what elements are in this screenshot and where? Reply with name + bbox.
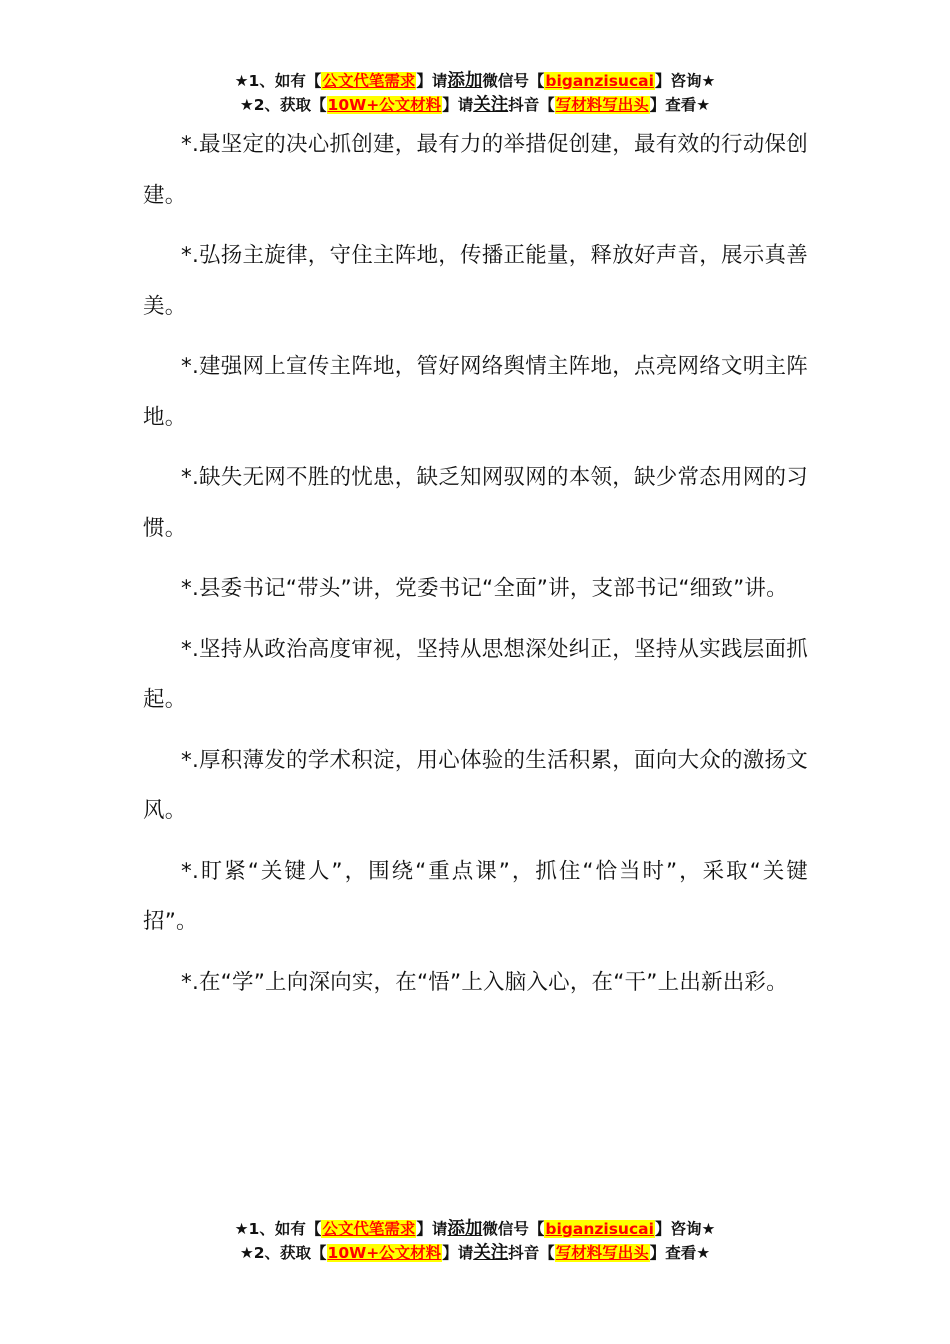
ad-text: ★2、获取【 [239, 1244, 327, 1262]
ad-highlight-service: 公文代笔需求 [322, 1220, 416, 1238]
ad-text: 抖音【 [508, 96, 555, 114]
footer-ad-banner [0, 1217, 950, 1265]
ad-text: 】咨询★ [654, 72, 716, 90]
paragraph: *.县委书记“带头”讲，党委书记“全面”讲，支部书记“细致”讲。 [181, 576, 788, 601]
document-body [143, 120, 808, 1018]
ad-text: 抖音【 [508, 1244, 555, 1262]
ad-highlight-service: 公文代笔需求 [322, 72, 416, 90]
ad-highlight-materials: 10W+公文材料 [327, 96, 442, 114]
paragraph: *.厚积薄发的学术积淀，用心体验的生活积累，面向大众的激扬文风。 [143, 747, 808, 823]
ad-highlight-douyin-id: 写材料写出头 [555, 1244, 649, 1262]
ad-text: 】查看★ [649, 96, 711, 114]
ad-text: 】查看★ [649, 1244, 711, 1262]
footer-ad-line-2 [0, 1241, 950, 1265]
ad-text: 】请 [442, 1244, 474, 1262]
paragraph: *.弘扬主旋律，守住主阵地，传播正能量，释放好声音，展示真善美。 [143, 243, 808, 319]
ad-text: 】请 [416, 72, 448, 90]
paragraph: *.坚持从政治高度审视，坚持从思想深处纠正，坚持从实践层面抓起。 [143, 636, 808, 712]
paragraph: *.建强网上宣传主阵地，管好网络舆情主阵地，点亮网络文明主阵地。 [143, 354, 808, 430]
ad-text: ★2、获取【 [239, 96, 327, 114]
ad-text: 微信号【 [482, 1220, 545, 1238]
header-ad-line-2 [0, 93, 950, 117]
ad-emphasis: 关注 [473, 1243, 509, 1263]
paragraph: *.缺失无网不胜的忧患，缺乏知网驭网的本领，缺少常态用网的习惯。 [143, 465, 808, 541]
ad-text: 】请 [416, 1220, 448, 1238]
header-ad-banner [0, 69, 950, 117]
paragraph: *.最坚定的决心抓创建，最有力的举措促创建，最有效的行动保创建。 [143, 132, 808, 208]
ad-text: 】请 [442, 96, 474, 114]
ad-highlight-materials: 10W+公文材料 [327, 1244, 442, 1262]
ad-highlight-wechat-id: biganzisucai [545, 72, 654, 90]
ad-text: ★1、如有【 [234, 1220, 322, 1238]
paragraph: *.在“学”上向深向实，在“悟”上入脑入心，在“干”上出新出彩。 [181, 969, 788, 995]
ad-highlight-wechat-id: biganzisucai [545, 1220, 654, 1238]
ad-text: ★1、如有【 [234, 72, 322, 90]
footer-ad-line-1 [0, 1217, 950, 1241]
ad-text: 】咨询★ [654, 1220, 716, 1238]
ad-highlight-douyin-id: 写材料写出头 [555, 96, 649, 114]
ad-text: 微信号【 [482, 72, 545, 90]
ad-emphasis: 关注 [473, 95, 509, 115]
header-ad-line-1 [0, 69, 950, 93]
ad-emphasis: 添加 [447, 1219, 483, 1239]
ad-emphasis: 添加 [447, 71, 483, 91]
paragraph: *.盯紧“关键人”，围绕“重点课”，抓住“恰当时”，采取“关键招”。 [143, 858, 808, 934]
